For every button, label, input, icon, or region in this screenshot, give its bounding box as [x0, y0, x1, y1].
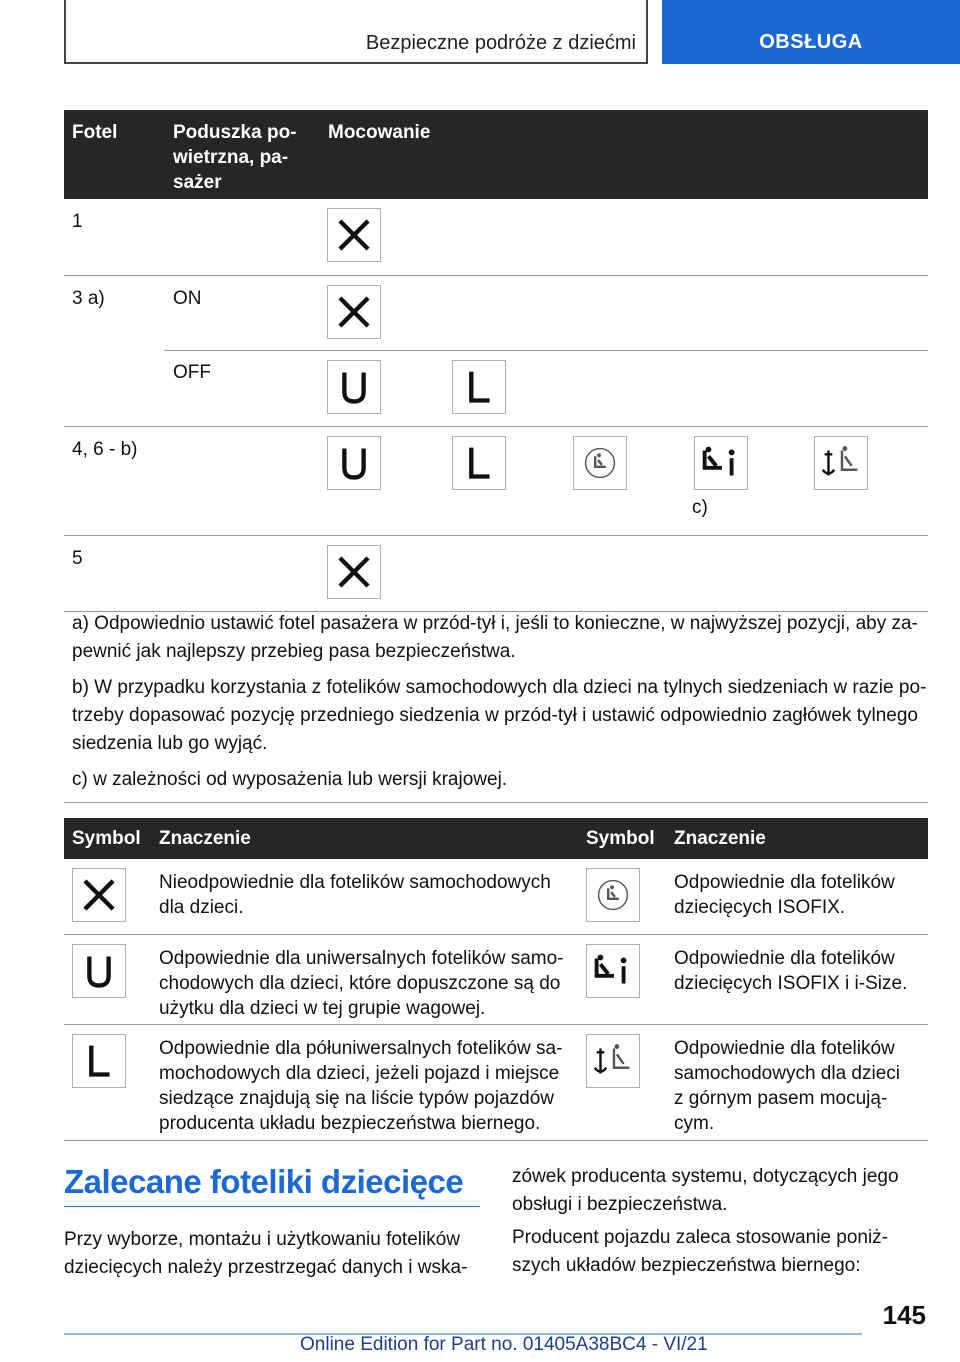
isofix-isize-icon	[586, 944, 640, 998]
universal-u-icon	[327, 360, 381, 414]
meaning-text: Odpowiednie dla fotelików samochodowych dla dzieci z górnym pasem mocują-cym.	[674, 1038, 901, 1134]
section-underline	[64, 1206, 480, 1207]
col-meaning: Znaczenie	[159, 828, 251, 849]
semi-universal-l-icon	[452, 436, 506, 490]
semi-universal-l-icon	[72, 1034, 126, 1088]
page-number: 145	[882, 1300, 926, 1330]
isofix-icon	[586, 868, 640, 922]
semi-universal-l-icon	[452, 360, 506, 414]
table-row	[64, 935, 928, 1025]
seat-label: 4, 6 - b)	[72, 439, 138, 460]
meaning-text: Nieodpowiednie dla fotelików samochodowych dla dzieci.	[159, 872, 551, 918]
col-seat: Fotel	[72, 122, 118, 143]
note-a: a) Odpowiednio ustawić fotel pasażera w przód-tył i, jeśli to konieczne, w najwyższej pozycji, aby za-pewnić jak najlepszy przebieg pasa bezpieczeństwa.	[72, 613, 918, 662]
row-divider	[164, 350, 928, 351]
isofix-isize-icon	[694, 436, 748, 490]
notes-divider	[64, 802, 928, 803]
body-paragraph: zówek producenta systemu, dotyczących jego obsługi i bezpieczeństwa.	[512, 1166, 899, 1215]
seat-label: 1	[72, 211, 83, 232]
footer-edition[interactable]: Online Edition for Part no. 01405A38BC4 - VI/21	[300, 1334, 708, 1355]
table-row	[64, 199, 928, 276]
meaning-text: Odpowiednie dla uniwersalnych fotelików samo-chodowych dla dzieci, które dopuszczone są do użytku dla dzieci w tej grupie wagowej.	[159, 948, 564, 1019]
universal-u-icon	[327, 436, 381, 490]
note-b: b) W przypadku korzystania z fotelików samochodowych dla dzieci na tylnych siedzeniach w razie po-trzeby dopasować pozycję przedniego siedzenia w przód-tył i ustawić odpowiednio zagłówek tylnego siedzenia lub go wyjąć.	[72, 677, 927, 754]
meaning-text: Odpowiednie dla półuniwersalnych fotelików sa-mochodowych dla dzieci, jeżeli pojazd i miejsce siedzące znajdują się na liście typów pojazdów producenta układu bezpieczeństwa biernego.	[159, 1038, 563, 1134]
table-row	[64, 536, 928, 612]
note-c: c) w zależności od wyposażenia lub wersji krajowej.	[72, 769, 508, 790]
section-title: Zalecane foteliki dziecięce	[64, 1163, 464, 1200]
top-tether-icon	[586, 1034, 640, 1088]
cross-icon	[327, 208, 381, 262]
top-tether-icon	[814, 436, 868, 490]
cross-icon	[72, 868, 126, 922]
table-notes	[64, 610, 928, 803]
body-paragraph: Przy wyborze, montażu i użytkowaniu fotelików dziecięcych należy przestrzegać danych i wska-	[64, 1229, 468, 1278]
meaning-text: Odpowiednie dla fotelików dziecięcych ISOFIX.	[674, 872, 895, 918]
table-row	[64, 859, 928, 935]
symbol-table	[64, 818, 928, 1141]
airbag-state: OFF	[173, 362, 211, 383]
universal-u-icon	[72, 944, 126, 998]
seat-label: 3 a)	[72, 288, 105, 309]
header-title: Bezpieczne podróże z dziećmi	[365, 32, 636, 54]
meaning-text: Odpowiednie dla fotelików dziecięcych ISOFIX i i-Size.	[674, 948, 908, 994]
body-paragraph: Producent pojazdu zaleca stosowanie poniż-szych układów bezpieczeństwa biernego:	[512, 1227, 889, 1276]
airbag-state: ON	[173, 288, 202, 309]
cross-icon	[327, 285, 381, 339]
table-row	[64, 276, 928, 427]
col-airbag: Poduszka po- wietrzna, pa- sażer	[173, 122, 297, 193]
col-symbol: Symbol	[586, 828, 655, 849]
col-meaning: Znaczenie	[674, 828, 766, 849]
seat-label: 5	[72, 548, 83, 569]
seat-table-header	[64, 110, 928, 199]
col-symbol: Symbol	[72, 828, 141, 849]
seat-table	[64, 110, 928, 612]
symbol-table-header	[64, 818, 928, 859]
isofix-icon	[573, 436, 627, 490]
footnote-ref: c)	[692, 497, 708, 518]
cross-icon	[327, 545, 381, 599]
col-mount: Mocowanie	[328, 122, 431, 143]
table-row	[64, 1025, 928, 1141]
table-row	[64, 427, 928, 536]
section-tab[interactable]: OBSŁUGA	[662, 0, 960, 64]
